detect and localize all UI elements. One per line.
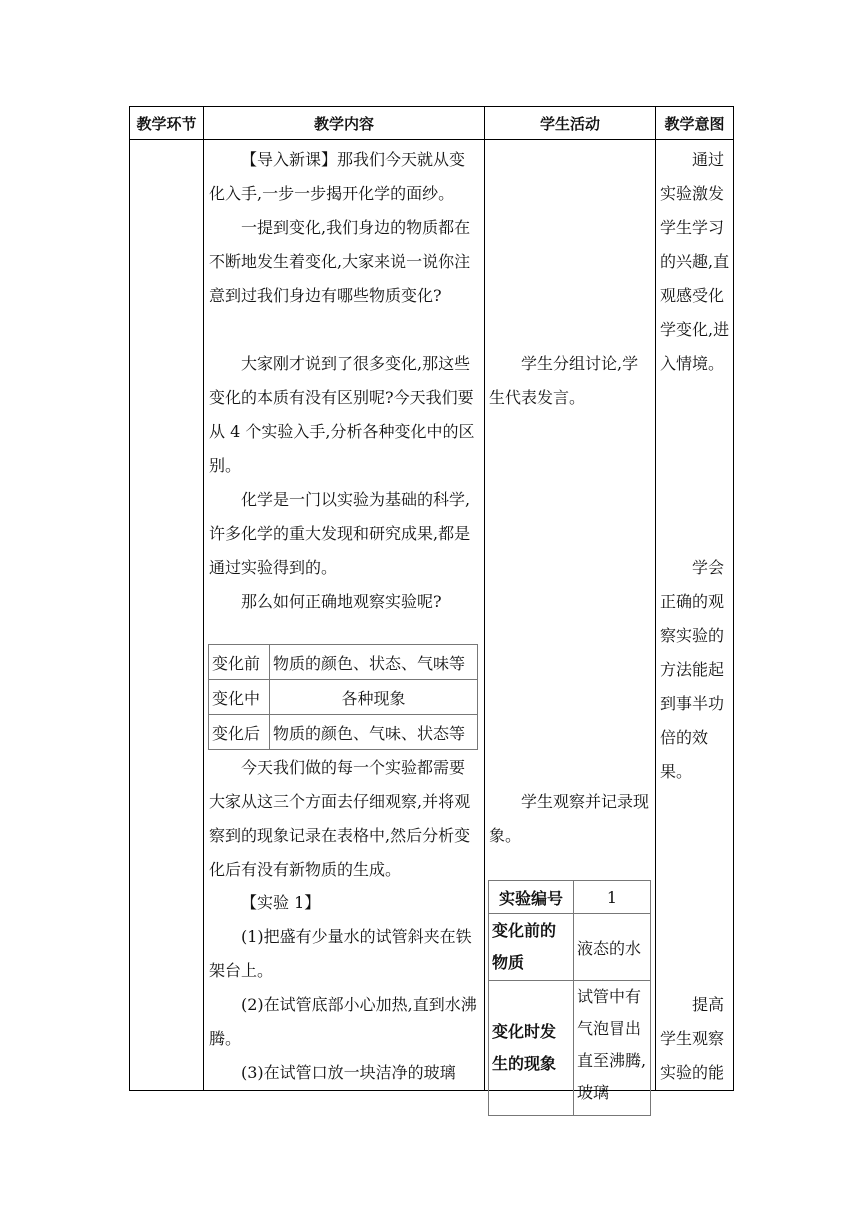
obs-value: 各种现象 <box>270 680 478 715</box>
record-label: 实验编号 <box>489 881 574 914</box>
paragraph-chemistry: 化学是一门以实验为基础的科学,许多化学的重大发现和研究成果,都是通过实验得到的。 <box>209 490 471 577</box>
header-stage: 教学环节 <box>130 107 204 140</box>
table-row <box>489 914 651 981</box>
intro-paragraph: 【导入新课】那我们今天就从变化入手,一步一步揭开化学的面纱。 <box>209 150 466 203</box>
header-row <box>130 107 734 140</box>
table-row <box>209 715 478 750</box>
record-value: 1 <box>574 881 651 914</box>
intent-method: 学会正确的观察实验的方法能起到事半功倍的效果。 <box>660 558 725 781</box>
obs-value: 物质的颜色、气味、状态等 <box>270 715 478 750</box>
header-activity: 学生活动 <box>485 107 656 140</box>
paragraph-differences: 大家刚才说到了很多变化,那这些变化的本质有没有区别呢?今天我们要从 4 个实验入手,分析各种变化中的区别。 <box>209 354 475 475</box>
record-value: 液态的水 <box>574 914 651 981</box>
obs-label: 变化前 <box>209 645 270 680</box>
experiment-title: 【实验 1】 <box>241 893 321 912</box>
experiment-step-1: (1)把盛有少量水的试管斜夹在铁架台上。 <box>209 927 472 980</box>
lesson-plan-table <box>129 106 734 1102</box>
record-value: 试管中有气泡冒出直至沸腾,玻璃 <box>574 981 651 1116</box>
obs-label: 变化中 <box>209 680 270 715</box>
body-row <box>130 140 734 1091</box>
header-content: 教学内容 <box>204 107 485 140</box>
obs-value: 物质的颜色、状态、气味等 <box>270 645 478 680</box>
observation-table <box>208 644 478 750</box>
table-row <box>209 680 478 715</box>
table-row <box>489 881 651 914</box>
table-row <box>489 981 651 1116</box>
obs-label: 变化后 <box>209 715 270 750</box>
activity-discuss: 学生分组讨论,学生代表发言。 <box>489 354 639 407</box>
record-label: 变化前的物质 <box>489 914 574 981</box>
record-label: 变化时发生的现象 <box>489 981 574 1116</box>
stage-cell <box>130 140 204 1091</box>
paragraph-record: 今天我们做的每一个实验都需要大家从这三个方面去仔细观察,并将观察到的现象记录在表格中,然后分析变化后有没有新物质的生成。 <box>209 758 471 879</box>
header-intent: 教学意图 <box>656 107 734 140</box>
record-table <box>488 880 651 1116</box>
activity-observe: 学生观察并记录现象。 <box>489 792 650 845</box>
paragraph-observe: 那么如何正确地观察实验呢? <box>241 592 442 611</box>
intent-motivate: 通过实验激发学生学习的兴趣,直观感受化学变化,进入情境。 <box>660 150 730 373</box>
experiment-step-3: (3)在试管口放一块洁净的玻璃 <box>241 1063 456 1082</box>
activity-cell <box>485 140 656 1102</box>
content-cell <box>204 140 485 1091</box>
table-row <box>209 645 478 680</box>
intent-cell <box>656 140 734 1091</box>
paragraph-changes: 一提到变化,我们身边的物质都在不断地发生着变化,大家来说一说你注意到过我们身边有哪些物质变化? <box>209 218 471 305</box>
experiment-step-2: (2)在试管底部小心加热,直到水沸腾。 <box>209 995 477 1048</box>
intent-ability: 提高学生观察实验的能 <box>660 995 725 1082</box>
